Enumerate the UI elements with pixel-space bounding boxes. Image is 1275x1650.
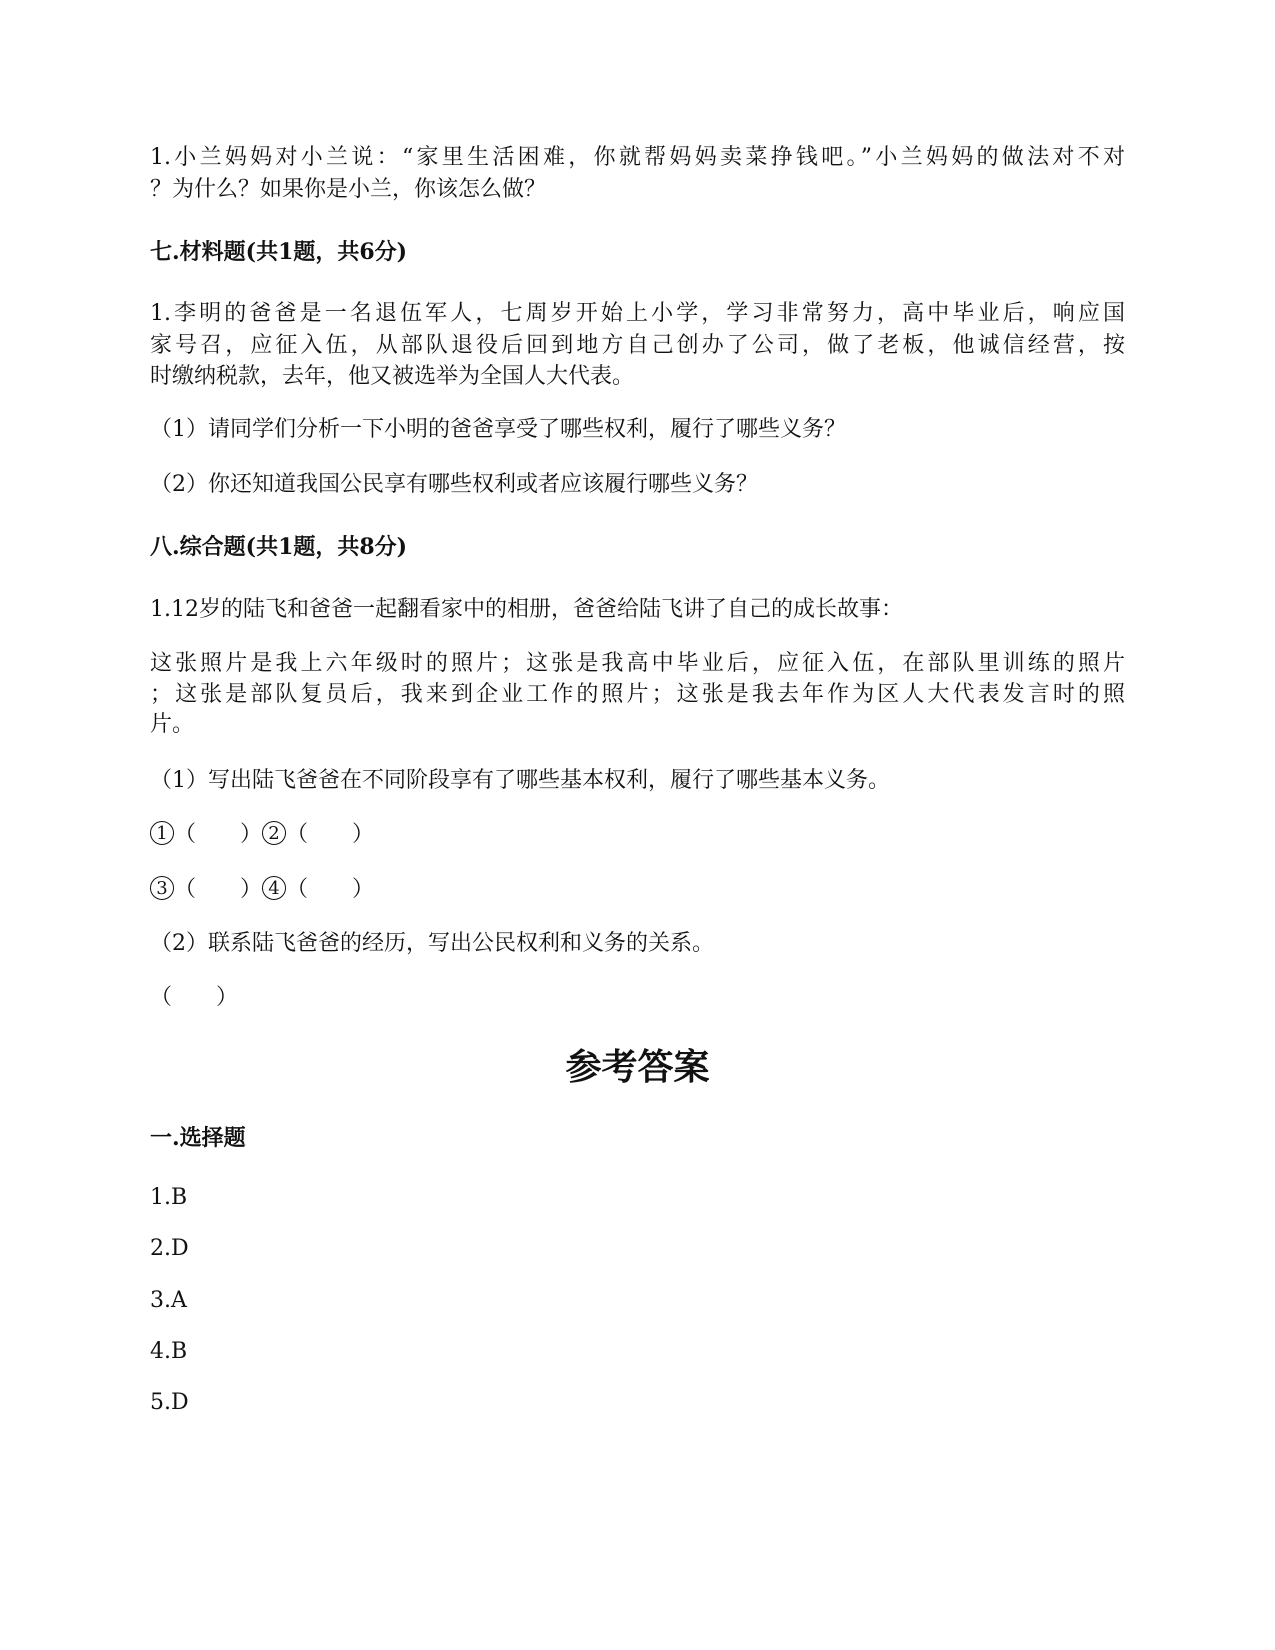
s7-sub-question-2: （2）你还知道我国公民享有哪些权利或者应该履行哪些义务？	[150, 472, 758, 497]
answer-blank-1: （ ）	[174, 822, 263, 847]
circled-number-4: 4	[262, 876, 286, 900]
answer-blank-row-2	[150, 874, 374, 906]
s8-sub-question-1: （1）写出陆飞爸爸在不同阶段享有了哪些基本权利，履行了哪些基本义务。	[150, 768, 890, 793]
answer-item: 3.A	[150, 1288, 187, 1313]
section-8-heading: 八.综合题(共1题，共8分)	[150, 534, 408, 560]
answer-item: 2.D	[150, 1236, 189, 1261]
s8-paragraph-line-1: 这张照片是我上六年级时的照片；这张是我高中毕业后，应征入伍，在部队里训练的照片	[150, 651, 1125, 676]
s6-question-1-line-2: ？为什么？如果你是小兰，你该怎么做？	[150, 177, 547, 202]
s8-paragraph-line-3: 片。	[150, 712, 195, 737]
answer-blank-5: （ ）	[150, 985, 239, 1010]
answer-item: 4.B	[150, 1339, 188, 1364]
s7-sub-question-1: （1）请同学们分析一下小明的爸爸享受了哪些权利，履行了哪些义务？	[150, 417, 846, 442]
answer-blank-3: （ ）	[174, 877, 263, 902]
s7-question-1-line-1: 1.李明的爸爸是一名退伍军人，七周岁开始上小学，学习非常努力，高中毕业后，响应国	[150, 301, 1125, 326]
section-7-heading: 七.材料题(共1题，共6分)	[150, 239, 408, 265]
s8-sub-question-2: （2）联系陆飞爸爸的经历，写出公民权利和义务的关系。	[150, 931, 714, 956]
document-page	[150, 0, 1125, 1650]
answer-blank-row-1	[150, 819, 374, 851]
s6-question-1-line-1: 1.小兰妈妈对小兰说：“家里生活困难，你就帮妈妈卖菜挣钱吧。”小兰妈妈的做法对不对	[150, 145, 1125, 170]
s8-question-1-line-1: 1.12岁的陆飞和爸爸一起翻看家中的相册，爸爸给陆飞讲了自己的成长故事：	[150, 597, 903, 622]
answer-blank-2: （ ）	[286, 822, 375, 847]
circled-number-1: 1	[150, 821, 174, 845]
s8-paragraph-line-2: ；这张是部队复员后，我来到企业工作的照片；这张是我去年作为区人大代表发言时的照	[150, 682, 1125, 707]
answer-item: 5.D	[150, 1390, 189, 1415]
s7-question-1-line-2: 家号召，应征入伍，从部队退役后回到地方自己创办了公司，做了老板，他诚信经营，按	[150, 333, 1125, 358]
circled-number-2: 2	[262, 821, 286, 845]
answer-item: 1.B	[150, 1185, 188, 1210]
circled-number-3: 3	[150, 876, 174, 900]
answers-section-1-heading: 一.选择题	[150, 1125, 246, 1151]
s7-question-1-line-3: 时缴纳税款，去年，他又被选举为全国人大代表。	[150, 364, 635, 389]
answer-blank-4: （ ）	[286, 877, 375, 902]
answer-key-title: 参考答案	[565, 1046, 710, 1088]
